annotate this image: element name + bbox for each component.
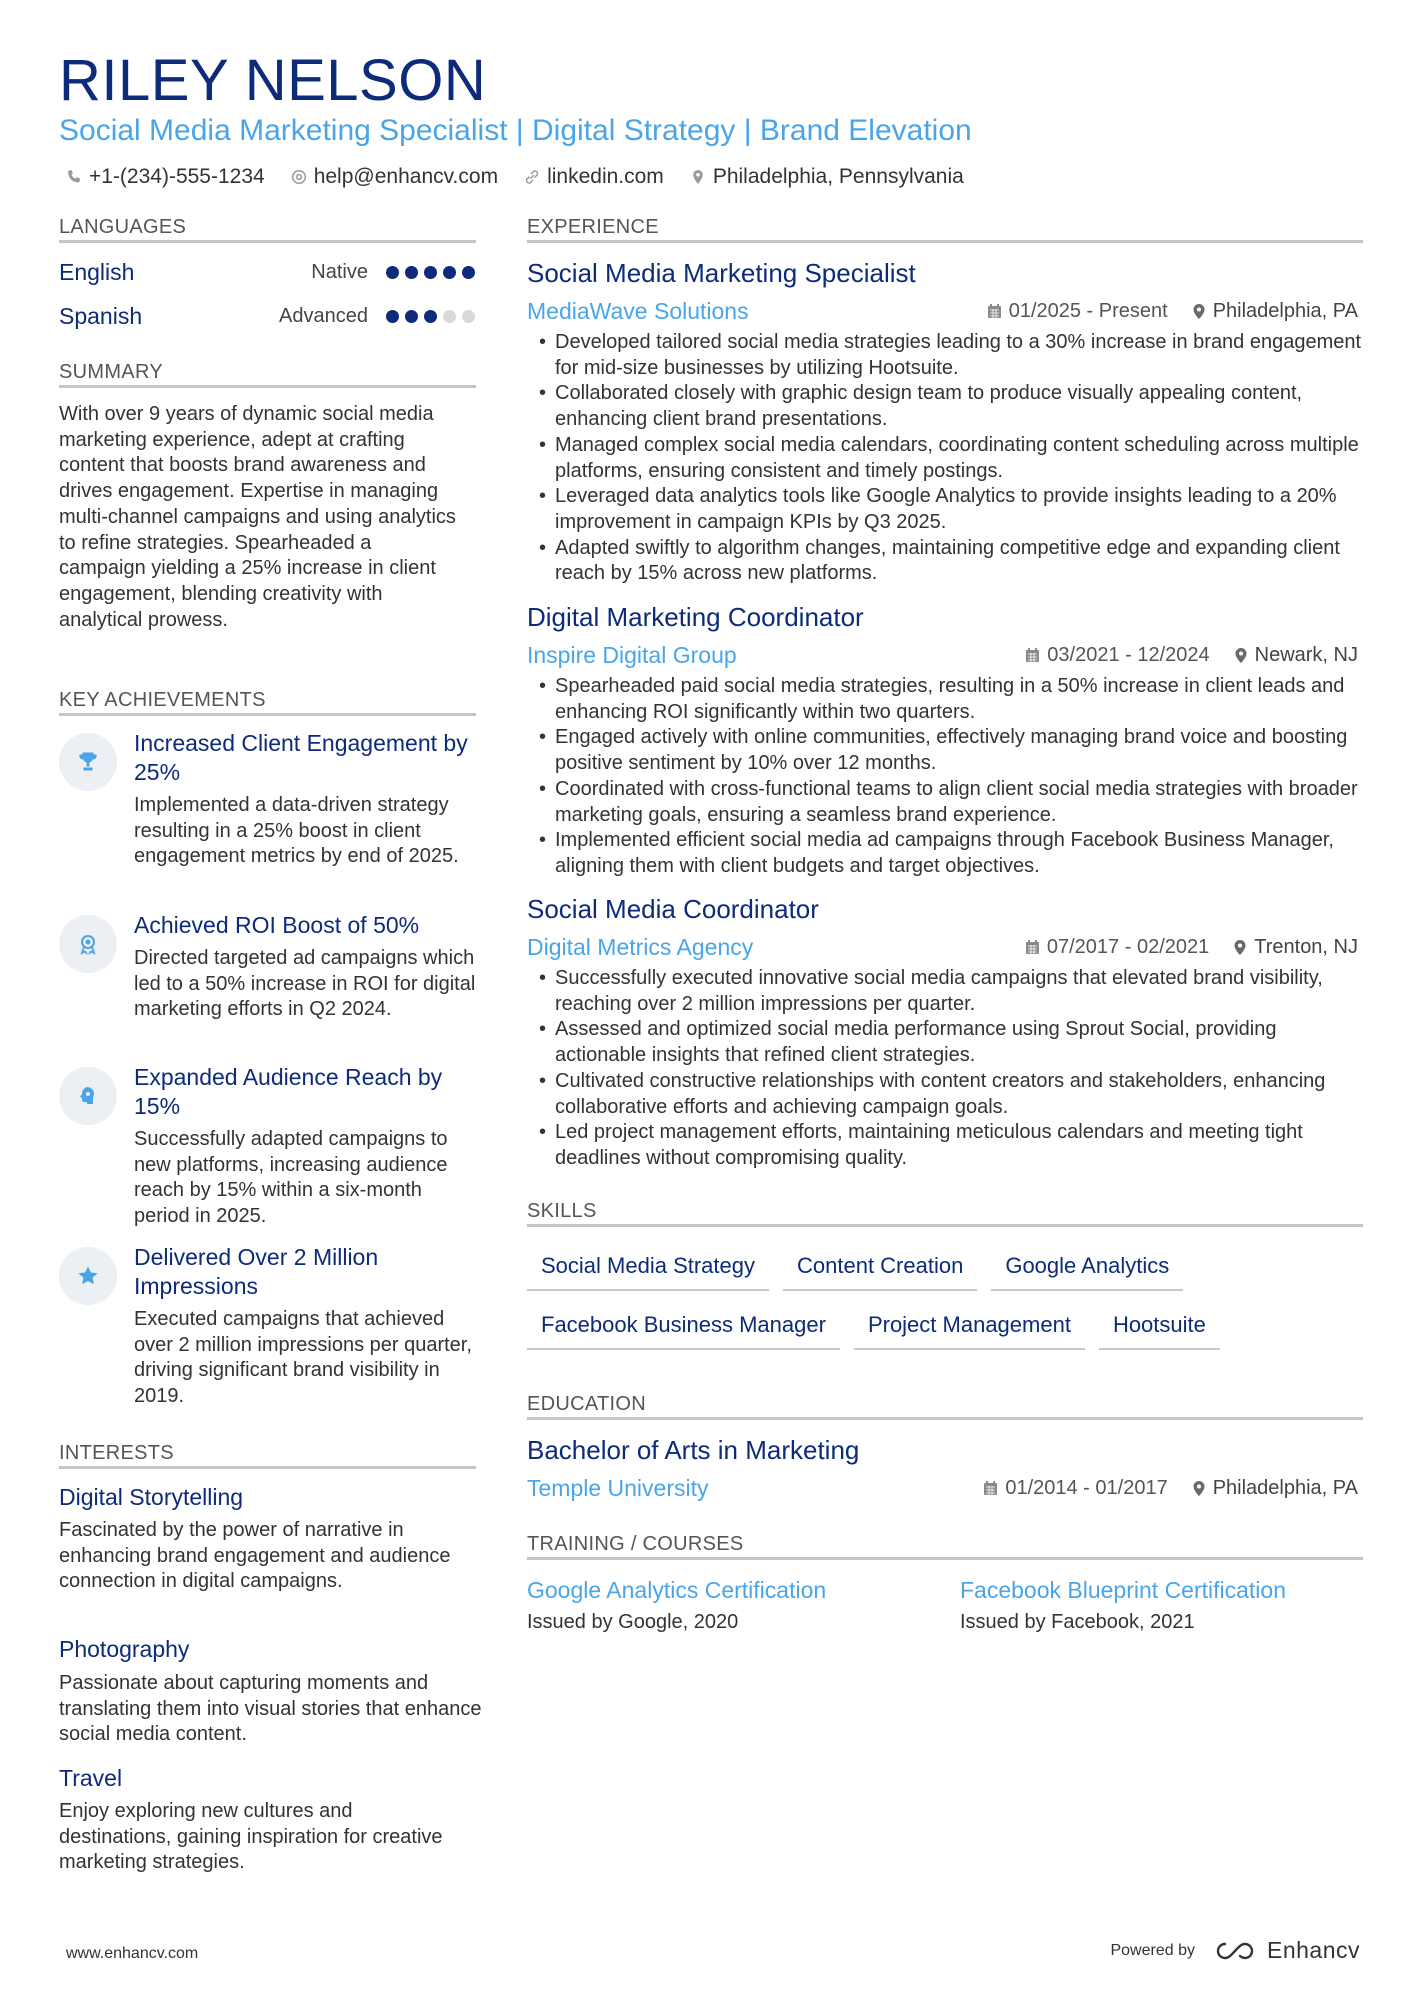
experience-divider (527, 240, 1363, 243)
experience-heading: EXPERIENCE (527, 216, 659, 238)
phone-icon (66, 169, 82, 185)
rating-dot (462, 266, 475, 279)
achievement-icon-badge (59, 733, 117, 791)
skill-tag: Google Analytics (991, 1246, 1183, 1291)
skill-tag: Content Creation (783, 1246, 977, 1291)
interests-divider (59, 1466, 476, 1469)
course-title: Google Analytics Certification (527, 1577, 827, 1603)
calendar-icon (1025, 939, 1040, 955)
job-meta (1025, 640, 1358, 670)
degree-title: Bachelor of Arts in Marketing (527, 1435, 860, 1465)
education-dates (983, 1477, 1167, 1500)
company-name: MediaWave Solutions (527, 298, 749, 324)
rating-dot (405, 266, 418, 279)
footer-url[interactable]: www.enhancv.com (66, 1945, 199, 1962)
education-dates-text: 01/2014 - 01/2017 (1005, 1476, 1168, 1499)
job-bullet: • Successfully executed innovative social media campaigns that elevated brand visibility, reaching over 2 million impressions per quarter. (541, 966, 1371, 1017)
skills-heading: SKILLS (527, 1200, 597, 1222)
job-bullet: • Developed tailored social media strategies leading to a 30% increase in brand engagement for mid-size businesses by utilizing Hootsuite. (541, 330, 1371, 381)
school-name: Temple University (527, 1475, 709, 1501)
skill-tag: Hootsuite (1099, 1305, 1220, 1350)
rating-dot (386, 310, 399, 323)
job-bullet: • Spearheaded paid social media strategies, resulting in a 50% increase in client leads and enhancing ROI significantly within two quarters. (541, 674, 1371, 725)
education-meta (983, 1473, 1358, 1503)
interest-title: Photography (59, 1636, 190, 1662)
achievement-item (59, 1063, 479, 1231)
interest-title: Digital Storytelling (59, 1484, 244, 1510)
language-rating (386, 310, 475, 323)
job-bullet: • Engaged actively with online communities, effectively managing brand voice and boosting positive sentiment by 10% over 12 months. (541, 725, 1371, 776)
achievement-title: Increased Client Engagement by 25% (134, 730, 468, 785)
calendar-icon (1025, 647, 1040, 663)
job-dates-text: 03/2021 - 12/2024 (1047, 643, 1210, 666)
linkedin-text[interactable]: linkedin.com (547, 165, 664, 188)
achievement-title: Expanded Audience Reach by 15% (134, 1064, 443, 1119)
education-heading: EDUCATION (527, 1393, 646, 1415)
interest-desc: Fascinated by the power of narrative in enhancing brand engagement and audience connection in digital campaigns. (59, 1519, 451, 1593)
job-bullet: • Cultivated constructive relationships with content creators and stakeholders, enhancing collaborative efforts and achieving campaign goals. (541, 1069, 1371, 1120)
skills-row (527, 1246, 1363, 1291)
achievement-icon-badge (59, 1067, 117, 1125)
skill-tag: Project Management (854, 1305, 1085, 1350)
rating-dot (424, 310, 437, 323)
language-item (59, 301, 475, 331)
job-meta (987, 296, 1358, 326)
summary-heading: SUMMARY (59, 361, 163, 383)
job-bullets (541, 330, 1371, 587)
job-location-text: Newark, NJ (1254, 643, 1358, 666)
achievement-item (59, 911, 479, 1051)
language-item (59, 257, 475, 287)
job-bullet: • Assessed and optimized social media performance using Sprout Social, providing actionable insights that refined client strategies. (541, 1017, 1371, 1068)
job-location (1233, 936, 1358, 959)
skill-tag: Social Media Strategy (527, 1246, 769, 1291)
achievement-desc: Executed campaigns that achieved over 2 million impressions per quarter, driving significant brand visibility in 2019. (134, 1308, 472, 1408)
location-pin-icon (1192, 303, 1206, 320)
location-pin-icon (1192, 1480, 1206, 1497)
interest-desc: Passionate about capturing moments and translating them into visual stories that enhance social media content. (59, 1672, 482, 1746)
job-location (1192, 300, 1358, 323)
rating-dot (405, 310, 418, 323)
interest-title: Travel (59, 1765, 123, 1791)
linkedin-contact[interactable] (524, 165, 664, 189)
language-name: Spanish (59, 302, 143, 329)
job-title: Social Media Coordinator (527, 894, 819, 924)
phone-text: +1-(234)-555-1234 (89, 165, 265, 188)
job-bullet: • Adapted swiftly to algorithm changes, maintaining competitive edge and expanding client reach by 15% across new platforms. (541, 536, 1371, 587)
job-location-text: Trenton, NJ (1254, 935, 1358, 958)
brand-name: Enhancv (1266, 1937, 1360, 1963)
job-dates (1025, 644, 1209, 667)
job-dates-text: 01/2025 - Present (1008, 299, 1168, 322)
achievements-heading: KEY ACHIEVEMENTS (59, 689, 266, 711)
footer-powered-by (1110, 1937, 1360, 1964)
job-bullet: • Coordinated with cross-functional teams to align client social media strategies with broader marketing goals, ensuring a seamless brand experience. (541, 777, 1371, 828)
rating-dot (443, 266, 456, 279)
star-icon (76, 1264, 100, 1288)
job-bullets (541, 966, 1371, 1172)
rating-dot (424, 266, 437, 279)
achievement-icon-badge (59, 915, 117, 973)
job-bullets (541, 674, 1371, 880)
interest-desc: Enjoy exploring new cultures and destinations, gaining inspiration for creative marketing strategies. (59, 1800, 443, 1874)
language-level: Advanced (279, 304, 368, 327)
skills-list (527, 1246, 1363, 1364)
rating-dot (462, 310, 475, 323)
candidate-headline: Social Media Marketing Specialist | Digital Strategy | Brand Elevation (59, 114, 972, 147)
job-title: Digital Marketing Coordinator (527, 602, 864, 632)
achievements-divider (59, 713, 476, 716)
location-pin-icon (1234, 647, 1248, 664)
languages-divider (59, 240, 476, 243)
achievement-desc: Successfully adapted campaigns to new platforms, increasing audience reach by 15% within a six-month period in 2025. (134, 1128, 448, 1228)
link-icon (524, 169, 540, 185)
language-level: Native (311, 260, 368, 283)
skill-tag: Facebook Business Manager (527, 1305, 840, 1350)
language-name: English (59, 258, 135, 285)
email-text[interactable]: help@enhancv.com (313, 165, 499, 188)
email-contact[interactable] (291, 165, 498, 189)
summary-divider (59, 385, 476, 388)
education-location (1192, 1477, 1358, 1500)
job-meta (1025, 932, 1358, 962)
languages-heading: LANGUAGES (59, 216, 187, 238)
head-icon (76, 1084, 100, 1108)
education-location-text: Philadelphia, PA (1212, 1476, 1358, 1499)
job-location-text: Philadelphia, PA (1212, 299, 1358, 322)
course-issuer: Issued by Facebook, 2021 (960, 1611, 1195, 1633)
candidate-name: RILEY NELSON (59, 48, 487, 113)
job-dates (987, 300, 1168, 323)
achievement-icon-badge (59, 1247, 117, 1305)
contact-bar (66, 162, 964, 192)
location-contact (690, 165, 964, 189)
achievement-title: Achieved ROI Boost of 50% (134, 912, 420, 938)
job-dates-text: 07/2017 - 02/2021 (1046, 935, 1210, 958)
education-divider (527, 1417, 1363, 1420)
language-rating (386, 266, 475, 279)
location-pin-icon (690, 169, 706, 185)
summary-text: With over 9 years of dynamic social media marketing experience, adept at crafting content that boosts brand awareness and drives engagement. Expertise in managing multi-channel campaigns and using analytics to refine strategies. Spearheaded a campaign yielding a 25% increase in client engagement, blending creativity with analytical prowess. (59, 403, 456, 631)
job-bullet: • Led project management efforts, maintaining meticulous calendars and meeting tight deadlines without compromising quality. (541, 1120, 1371, 1171)
trophy-icon (76, 750, 100, 774)
skills-divider (527, 1224, 1363, 1227)
achievement-desc: Directed targeted ad campaigns which led to a 50% increase in ROI for digital marketing efforts in Q2 2024. (134, 947, 476, 1021)
job-bullet: • Collaborated closely with graphic design team to produce visually appealing content, enhancing client brand presentations. (541, 381, 1371, 432)
job-dates (1025, 936, 1209, 959)
course-item (960, 1575, 1380, 1637)
location-text: Philadelphia, Pennsylvania (712, 165, 964, 188)
location-pin-icon (1233, 939, 1247, 956)
calendar-icon (987, 303, 1002, 319)
job-location (1234, 644, 1358, 667)
course-title: Facebook Blueprint Certification (960, 1577, 1286, 1603)
powered-by-text: Powered by (1110, 1941, 1195, 1959)
job-bullet: • Leveraged data analytics tools like Google Analytics to provide insights leading to a 20% improvement in campaign KPIs by Q3 2025. (541, 484, 1371, 535)
training-divider (527, 1557, 1363, 1560)
skills-row (527, 1305, 1363, 1350)
phone-contact (66, 165, 265, 189)
achievement-item (59, 1243, 479, 1411)
rating-dot (386, 266, 399, 279)
enhancv-logo[interactable] (1213, 1937, 1360, 1964)
job-title: Social Media Marketing Specialist (527, 258, 916, 288)
calendar-icon (983, 1480, 998, 1496)
achievement-desc: Implemented a data-driven strategy resulting in a 25% boost in client engagement metrics by end of 2025. (134, 794, 459, 868)
job-bullet: • Implemented efficient social media ad campaigns through Facebook Business Manager, aligning them with client budgets and target objectives. (541, 828, 1371, 879)
company-name: Digital Metrics Agency (527, 934, 754, 960)
company-name: Inspire Digital Group (527, 642, 737, 668)
rating-dot (443, 310, 456, 323)
interests-heading: INTERESTS (59, 1442, 174, 1464)
training-heading: TRAINING / COURSES (527, 1533, 744, 1555)
enhancv-logo-icon (1213, 1940, 1257, 1962)
course-issuer: Issued by Google, 2020 (527, 1611, 739, 1633)
job-bullet: • Managed complex social media calendars, coordinating content scheduling across multiple platforms, ensuring consistent and timely postings. (541, 433, 1371, 484)
at-icon (291, 169, 307, 185)
medal-icon (76, 932, 100, 956)
achievement-item (59, 729, 479, 897)
course-item (527, 1575, 947, 1637)
achievement-title: Delivered Over 2 Million Impressions (134, 1244, 379, 1299)
